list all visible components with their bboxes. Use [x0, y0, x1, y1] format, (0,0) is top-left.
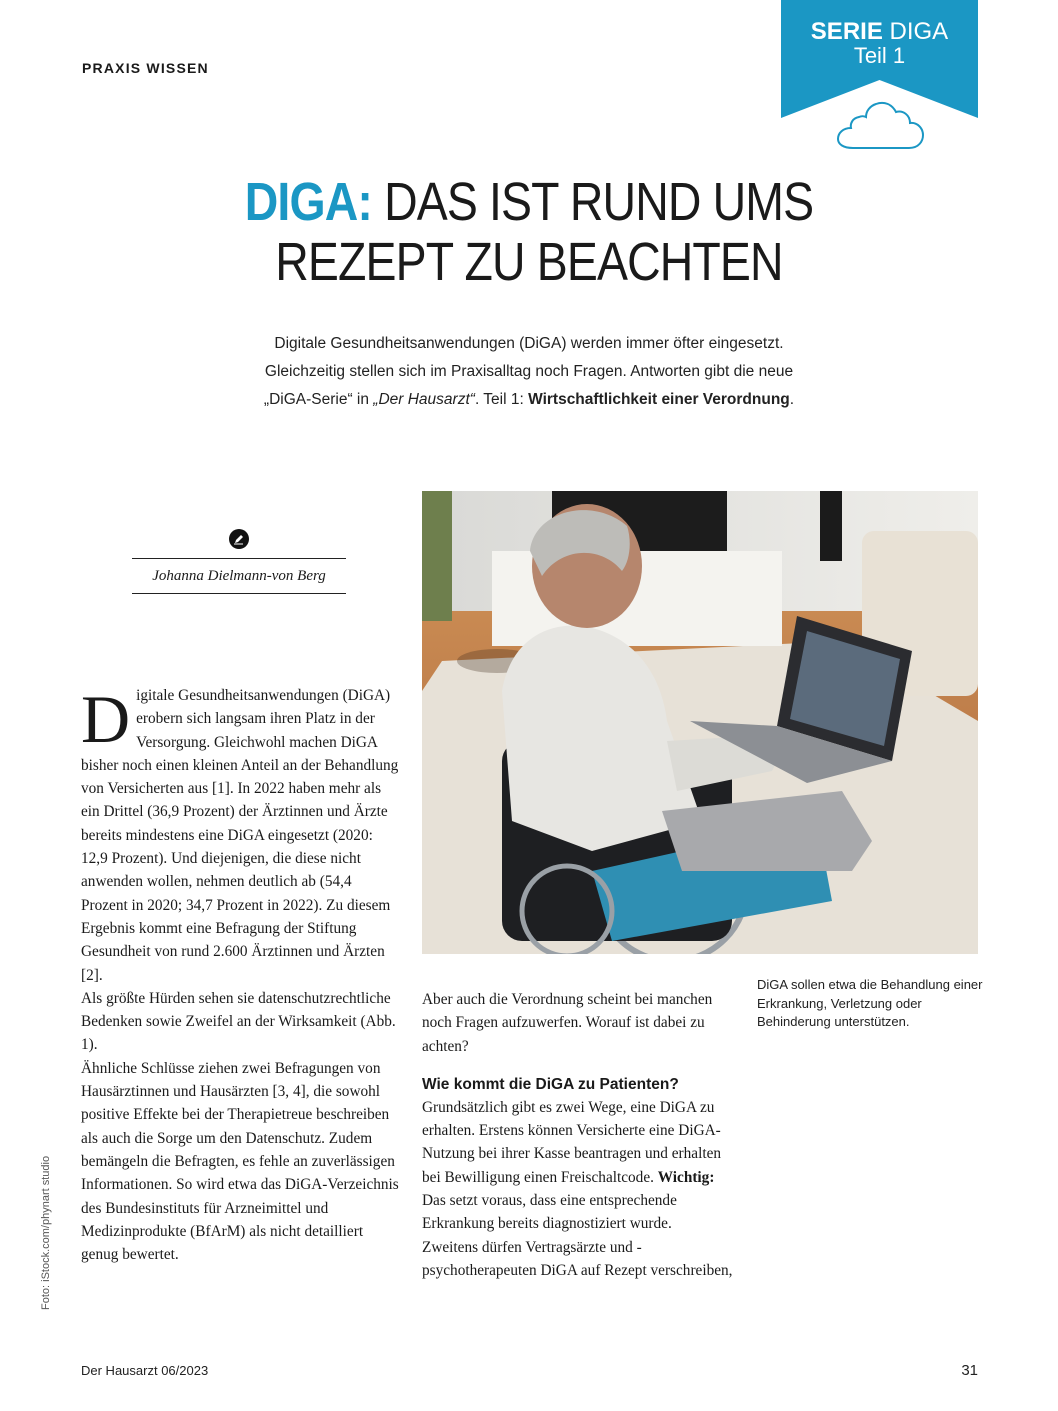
- lead-topic: Wirtschaftlichkeit einer Verordnung: [528, 391, 790, 408]
- title-line1: DAS IST RUND UMS: [384, 172, 814, 232]
- body-paragraph-1: igitale Gesundheitsanwendungen (DiGA) erobern sich langsam ihren Platz in der Versorgung. Gleichwohl machen DiGA bisher noch einen kleinen Anteil an der Behandlung von Versicherten aus [1]. In 2022 haben mehr als ein Drittel (36,9 Prozent) der Ärztinnen und Ärzte bereits mindestens eine DiGA eingesetzt (2020: 12,9 Prozent). Und diejenigen, die diese nicht anwenden wollen, nehmen deutlich ab (54,4 Prozent in 2020; 34,7 Prozent in 2022). Zu diesem Ergebnis kommt eine Befragung der Stiftung Gesundheit von rund 2.600 Ärztinnen und Ärzten [2].: [81, 687, 399, 984]
- series-name: DIGA: [889, 18, 949, 45]
- lead-line3b: . Teil 1:: [474, 391, 529, 408]
- body-paragraph-4: Aber auch die Verordnung scheint bei manchen noch Fragen aufzuwerfen. Worauf ist dabei zu achten?: [422, 991, 713, 1055]
- lead-paragraph: [140, 330, 918, 414]
- photo-credit: Foto: iStock.com/phynart studio: [40, 1155, 52, 1310]
- section-label: PRAXIS WISSEN: [82, 60, 209, 76]
- important-label: Wichtig:: [657, 1168, 715, 1186]
- body-paragraph-2: Als größte Hürden sehen sie datenschutzrechtliche Bedenken sowie Zweifel an der Wirksamkeit (Abb. 1).: [81, 989, 396, 1054]
- article-photo: [422, 491, 978, 954]
- body-paragraph-6: Zweitens dürfen Vertragsärzte und -psychotherapeuten DiGA auf Rezept verschreiben,: [422, 1238, 733, 1279]
- lead-line1: Digitale Gesundheitsanwendungen (DiGA) werden immer öfter eingesetzt.: [274, 335, 784, 352]
- body-column-left: [81, 681, 399, 1266]
- lead-line3a: „DiGA-Serie“ in: [263, 391, 374, 408]
- series-label: SERIE: [810, 18, 883, 45]
- section-subhead: Wie kommt die DiGA zu Patienten?: [422, 1075, 679, 1093]
- body-paragraph-3: Ähnliche Schlüsse ziehen zwei Befragungen von Hausärztinnen und Hausärzten [3, 4], die sowohl positive Effekte bei der Therapietreue beschreiben als auch die Sorge um den Datenschutz. Zudem bemängeln die Befragten, es fehle an zuverlässigen Informationen. So wird etwa das DiGA-Verzeichnis des Bundesinstituts für Arzneimittel und Medizinprodukte (BfArM) als nicht detailliert genug bewertet.: [81, 1059, 399, 1264]
- page-title: [74, 172, 984, 292]
- body-column-middle: [422, 988, 740, 1282]
- lead-end: .: [789, 391, 795, 408]
- title-accent: DIGA:: [244, 172, 373, 232]
- lead-line2: Gleichzeitig stellen sich im Praxisalltag noch Fragen. Antworten gibt die neue: [264, 363, 794, 380]
- photo-caption: DiGA sollen etwa die Behandlung einer Erkrankung, Verletzung oder Behinderung unterstützen.: [757, 977, 983, 1029]
- body-paragraph-5: Grundsätzlich gibt es zwei Wege, eine DiGA zu erhalten. Erstens können Versicherte eine DiGA-Nutzung bei ihrer Kasse beantragen und erhalten bei Bewilligung einen Freischaltcode. Wichtig: Das setzt voraus, dass eine entsprechende Erkrankung bereits diagnostiziert wurde.: [422, 1098, 722, 1233]
- series-part: Teil 1: [853, 43, 906, 68]
- pen-icon: [229, 529, 249, 549]
- page-number: 31: [961, 1362, 978, 1379]
- footer-publication: Der Hausarzt 06/2023: [81, 1363, 209, 1378]
- title-line2: REZEPT ZU BEACHTEN: [275, 232, 783, 292]
- author-byline: Johanna Dielmann-von Berg: [132, 558, 346, 594]
- lead-publication: „Der Hausarzt“: [373, 391, 475, 408]
- drop-cap: D: [81, 681, 131, 757]
- cloud-icon: [835, 98, 925, 152]
